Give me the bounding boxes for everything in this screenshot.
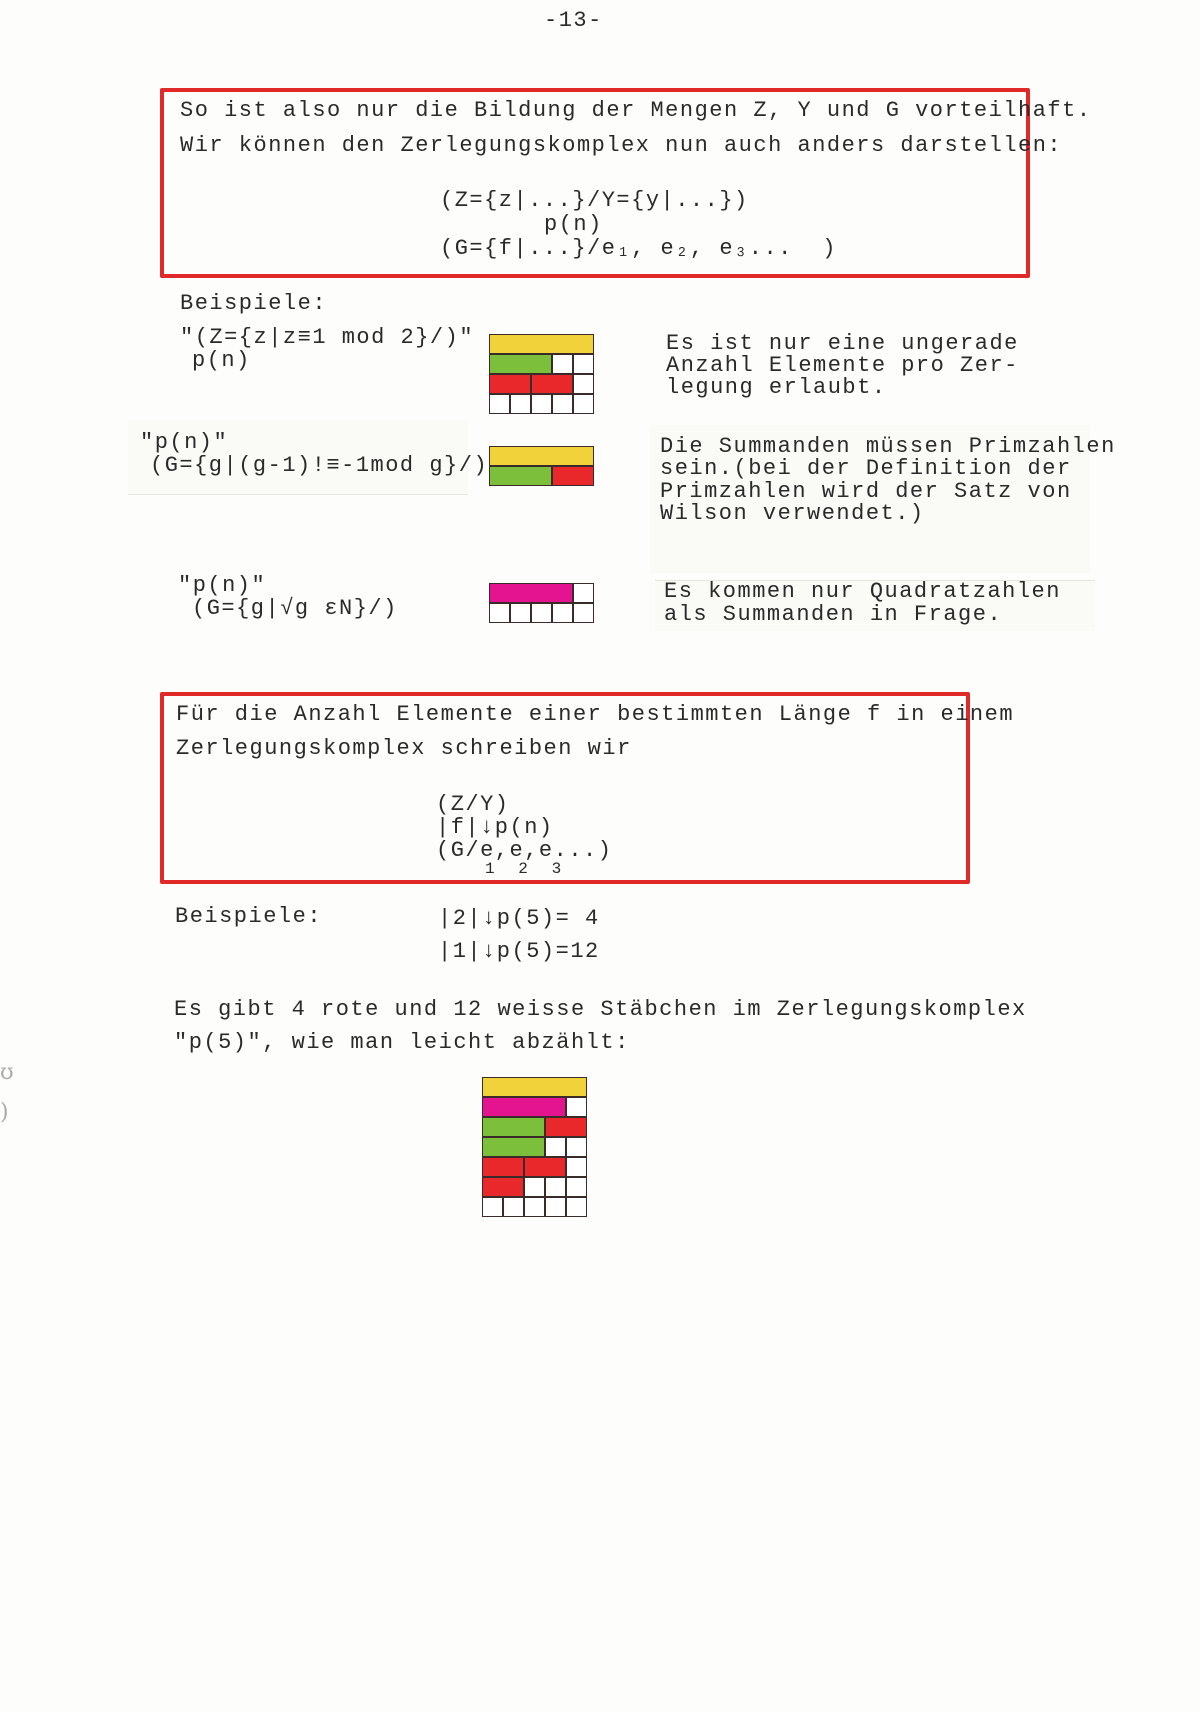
bar-cell-yellow — [489, 446, 594, 466]
bar-cell-magenta — [489, 583, 573, 603]
bar-cell-green — [482, 1137, 545, 1157]
bar-cell-white — [545, 1177, 566, 1197]
bar-cell-white — [566, 1157, 587, 1177]
bar-cell-white — [573, 583, 594, 603]
box1-line2: Wir können den Zerlegungskomplex nun auch anders darstellen: — [180, 133, 1063, 158]
box2-formula-bottom: (G/e,e,e...) — [436, 838, 613, 863]
ex2-text-line4: Wilson verwendet.) — [660, 501, 925, 526]
bar-cell-white — [552, 394, 573, 414]
bar-cell-red — [489, 374, 531, 394]
bar-cell-white — [531, 603, 552, 623]
bar-cell-white — [545, 1197, 566, 1217]
partition-diagram-squares — [489, 583, 594, 623]
bar-cell-white — [489, 603, 510, 623]
bar-cell-red — [545, 1117, 587, 1137]
box2-line2: Zerlegungskomplex schreiben wir — [176, 736, 632, 761]
box2-formula-top: (Z/Y) — [436, 792, 510, 817]
bar-cell-white — [552, 354, 573, 374]
ex2-text-line1: Die Summanden müssen Primzahlen — [660, 434, 1116, 459]
bar-cell-white — [566, 1137, 587, 1157]
ex2-text-line2: sein.(bei der Definition der — [660, 456, 1072, 481]
ex4-line1: |2|↓p(5)= 4 — [438, 906, 600, 931]
bar-cell-white — [573, 394, 594, 414]
examples-label: Beispiele: — [180, 291, 328, 316]
partition-diagram-odd — [489, 334, 594, 414]
bar-cell-white — [503, 1197, 524, 1217]
diagram-row — [482, 1197, 587, 1217]
bar-cell-white — [482, 1197, 503, 1217]
bar-cell-white — [545, 1137, 566, 1157]
diagram-row — [489, 583, 594, 603]
diagram-row — [489, 354, 594, 374]
diagram-row — [482, 1077, 587, 1097]
diagram-row — [489, 466, 594, 486]
examples2-label: Beispiele: — [175, 904, 323, 929]
ex1-text-line3: legung erlaubt. — [666, 375, 887, 400]
bar-cell-green — [489, 354, 552, 374]
bar-cell-white — [573, 354, 594, 374]
bar-cell-red — [482, 1157, 524, 1177]
conclusion-line2: "p(5)", wie man leicht abzählt: — [174, 1030, 630, 1055]
ex2-formula-line1: "p(n)" — [140, 430, 229, 455]
ex3-text-line1: Es kommen nur Quadratzahlen — [664, 579, 1061, 604]
bar-cell-white — [531, 394, 552, 414]
box1-formula-middle: p(n) — [544, 212, 603, 237]
diagram-row — [482, 1137, 587, 1157]
diagram-row — [489, 603, 594, 623]
box1-line1: So ist also nur die Bildung der Mengen Z, Y und G vorteilhaft. — [180, 98, 1092, 123]
box1-formula-bottom: (G={f|...}/e₁, e₂, e₃... ) — [440, 236, 837, 261]
bar-cell-yellow — [482, 1077, 587, 1097]
ex3-formula-line1: "p(n)" — [178, 573, 267, 598]
bar-cell-white — [566, 1177, 587, 1197]
bar-cell-magenta — [482, 1097, 566, 1117]
diagram-row — [482, 1177, 587, 1197]
partition-diagram-primes — [489, 446, 594, 486]
bar-cell-white — [573, 603, 594, 623]
conclusion-line1: Es gibt 4 rote und 12 weisse Stäbchen im Zerlegungskomplex — [174, 997, 1027, 1022]
bar-cell-white — [566, 1097, 587, 1117]
bar-cell-white — [489, 394, 510, 414]
bar-cell-red — [531, 374, 573, 394]
bar-cell-white — [524, 1177, 545, 1197]
bar-cell-white — [524, 1197, 545, 1217]
box1-formula-top: (Z={z|...}/Y={y|...}) — [440, 188, 749, 213]
bar-cell-white — [510, 394, 531, 414]
ex1-text-line2: Anzahl Elemente pro Zer- — [666, 353, 1019, 378]
box2-formula-subscripts: 1 2 3 — [485, 860, 563, 878]
ex2-text-line3: Primzahlen wird der Satz von — [660, 479, 1072, 504]
margin-mark-2: ) — [0, 1100, 9, 1125]
diagram-row — [482, 1097, 587, 1117]
diagram-row — [489, 334, 594, 354]
ex3-formula-line2: (G={g|√g εN}/) — [192, 596, 398, 621]
partition-diagram-p5 — [482, 1077, 587, 1217]
diagram-row — [489, 374, 594, 394]
bar-cell-white — [573, 374, 594, 394]
box2-line1: Für die Anzahl Elemente einer bestimmten Länge f in einem — [176, 702, 1015, 727]
ex3-text-line2: als Summanden in Frage. — [664, 602, 1003, 627]
bar-cell-red — [552, 466, 594, 486]
bar-cell-white — [510, 603, 531, 623]
bar-cell-green — [489, 466, 552, 486]
diagram-row — [489, 446, 594, 466]
ex2-formula-line2: (G={g|(g-1)!≡-1mod g}/) — [150, 453, 489, 478]
page-number: -13- — [544, 8, 603, 33]
bar-cell-green — [482, 1117, 545, 1137]
bar-cell-white — [566, 1197, 587, 1217]
diagram-row — [482, 1117, 587, 1137]
ex1-formula-line2: p(n) — [192, 348, 251, 373]
bar-cell-red — [482, 1177, 524, 1197]
box2-formula-middle: |f|↓p(n) — [436, 815, 554, 840]
ex4-line2: |1|↓p(5)=12 — [438, 939, 600, 964]
ex1-text-line1: Es ist nur eine ungerade — [666, 331, 1019, 356]
bar-cell-red — [524, 1157, 566, 1177]
bar-cell-white — [552, 603, 573, 623]
margin-mark: ʊ — [0, 1060, 14, 1085]
diagram-row — [489, 394, 594, 414]
bar-cell-yellow — [489, 334, 594, 354]
ex1-formula-line1: "(Z={z|z≡1 mod 2}/)" — [180, 325, 475, 350]
diagram-row — [482, 1157, 587, 1177]
